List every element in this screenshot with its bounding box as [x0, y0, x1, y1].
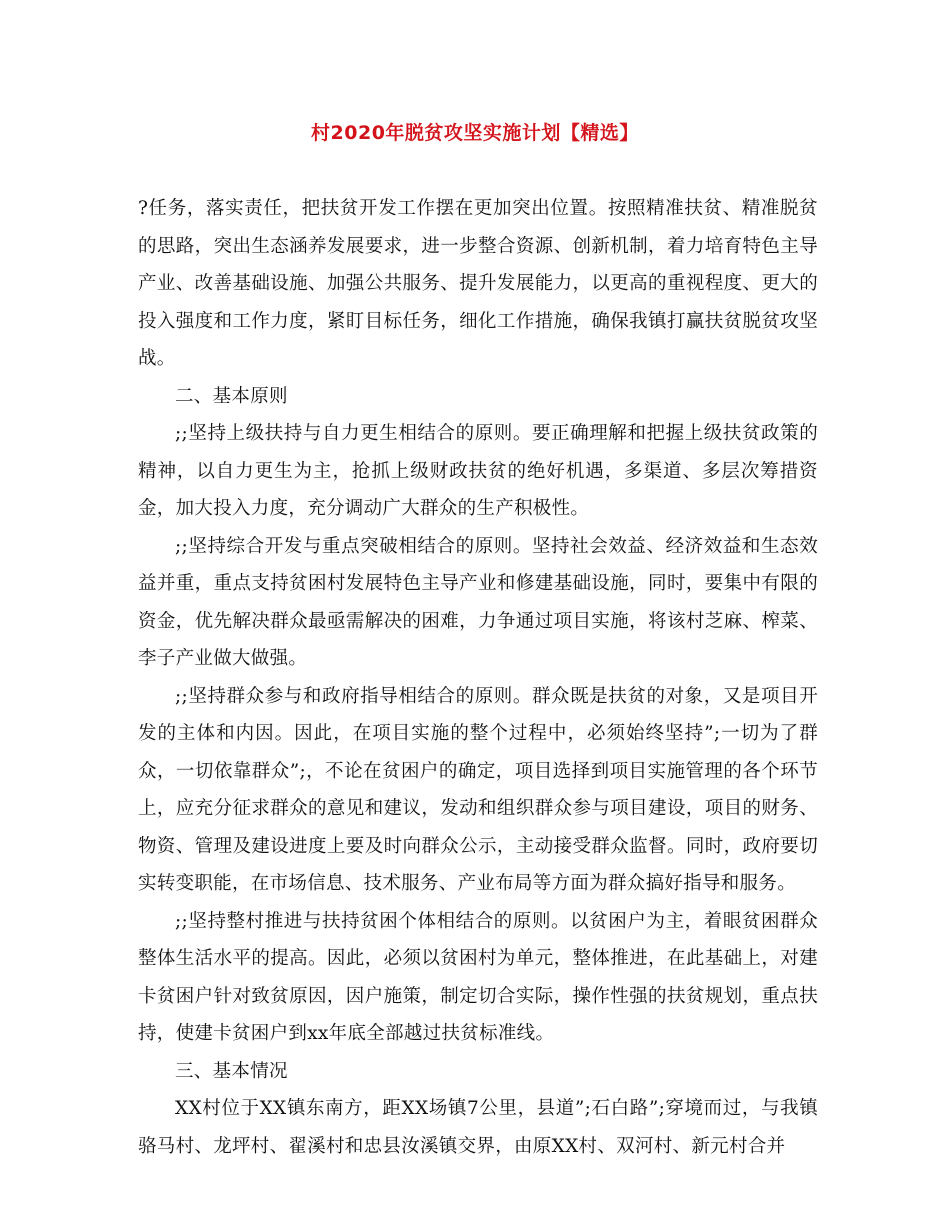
paragraph-principle-2: ;;坚持综合开发与重点突破相结合的原则。坚持社会效益、经济效益和生态效益并重，重点支持贫困村发展特色主导产业和修建基础设施，同时，要集中有限的资金，优先解决群众最亟需解决的困难，力争通过项目实施，将该村芝麻、榨菜、李子产业做大做强。	[138, 535, 818, 669]
section-heading-basic-situation: 三、基本情况	[175, 1060, 288, 1082]
paragraph-principle-1: ;;坚持上级扶持与自力更生相结合的原则。要正确理解和把握上级扶贫政策的精神，以自力更生为主，抢抓上级财政扶贫的绝好机遇，多渠道、多层次筹措资金，加大投入力度，充分调动广大群众的生产积极性。	[138, 423, 818, 519]
section-heading-basic-principles: 二、基本原则	[175, 385, 288, 407]
paragraph-principle-4: ;;坚持整村推进与扶持贫困个体相结合的原则。以贫困户为主，着眼贫困群众整体生活水平的提高。因此，必须以贫困村为单元，整体推进，在此基础上，对建卡贫困户针对致贫原因，因户施策，制定切合实际，操作性强的扶贫规划，重点扶持，使建卡贫困户到xx年底全部越过扶贫标准线。	[138, 910, 818, 1044]
paragraph-principle-3: ;;坚持群众参与和政府指导相结合的原则。群众既是扶贫的对象，又是项目开发的主体和内因。因此，在项目实施的整个过程中，必须始终坚持”;一切为了群众，一切依靠群众”;，不论在贫困户的确定，项目选择到项目实施管理的各个环节上，应充分征求群众的意见和建议，发动和组织群众参与项目建设，项目的财务、物资、管理及建设进度上要及时向群众公示，主动接受群众监督。同时，政府要切实转变职能，在市场信息、技术服务、产业布局等方面为群众搞好指导和服务。	[138, 685, 818, 894]
document-title: 村2020年脱贫攻坚实施计划【精选】	[311, 122, 639, 144]
document-body	[138, 190, 818, 1165]
paragraph-intro: ?任务，落实责任，把扶贫开发工作摆在更加突出位置。按照精准扶贫、精准脱贫的思路，突出生态涵养发展要求，进一步整合资源、创新机制，着力培育特色主导产业、改善基础设施、加强公共服务、提升发展能力，以更高的重视程度、更大的投入强度和工作力度，紧盯目标任务，细化工作措施，确保我镇打赢扶贫脱贫攻坚战。	[138, 198, 818, 369]
paragraph-situation: XX村位于XX镇东南方，距XX场镇7公里，县道”;石白路”;穿境而过，与我镇骆马村、龙坪村、翟溪村和忠县汝溪镇交界，由原XX村、双河村、新元村合并	[138, 1098, 818, 1157]
